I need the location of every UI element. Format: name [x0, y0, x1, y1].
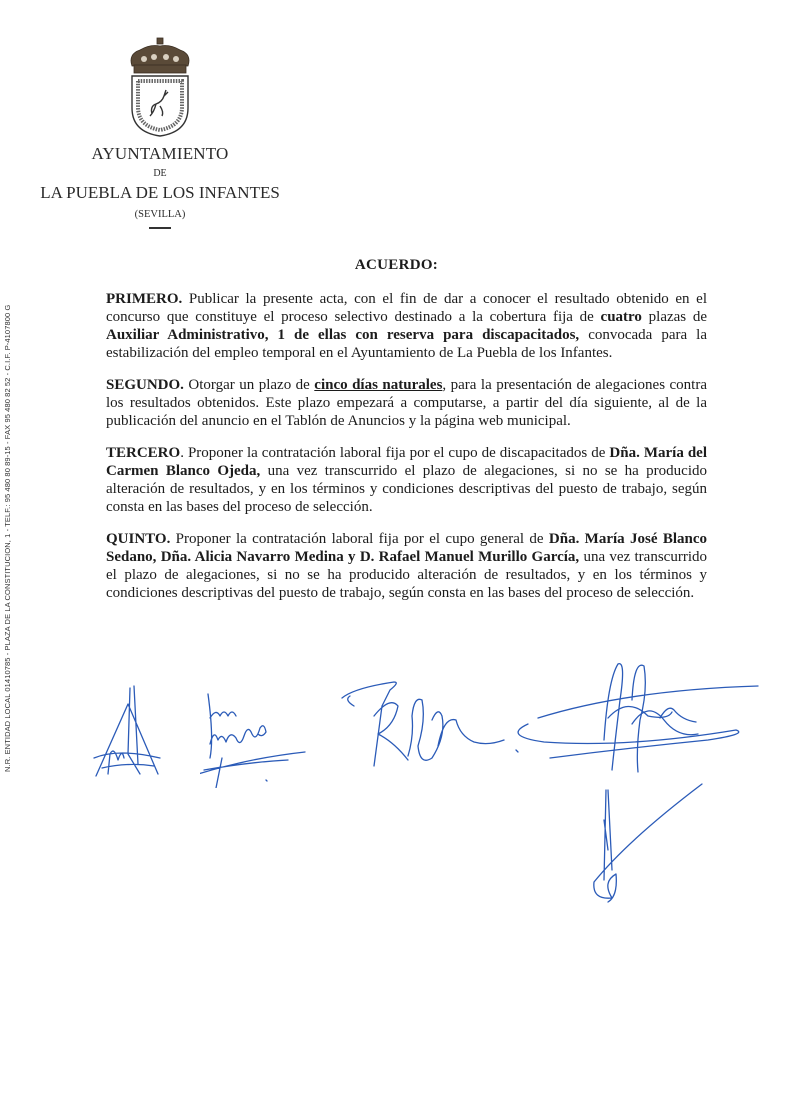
- paragraph-bold: Dña. María del Carmen Blanco Ojeda,: [106, 445, 708, 479]
- paragraph-text: convocada para la estabilización del empleo temporal en el Ayuntamiento de La Puebla de los Infantes.: [106, 327, 707, 361]
- letterhead-divider: [149, 227, 171, 229]
- letterhead-municipality: LA PUEBLA DE LOS INFANTES: [40, 183, 280, 202]
- paragraph-text: plazas de: [641, 309, 707, 325]
- signature-3: [334, 676, 524, 776]
- paragraph-text: Publicar la presente acta, con el fin de dar a conocer el resultado obtenido en el concurso que constituye el proceso selectivo destinado a la cobertura fija de: [106, 291, 707, 325]
- paragraph-text: Otorgar un plazo de: [183, 377, 315, 393]
- letterhead: [40, 36, 280, 229]
- signature-1: [88, 684, 188, 784]
- paragraph-bold: Dña. María José Blanco Sedano, Dña. Alicia Navarro Medina y D. Rafael Manuel Murillo García,: [106, 531, 707, 565]
- letterhead-province: (SEVILLA): [134, 209, 186, 220]
- paragraph-label: SEGUNDO.: [106, 377, 184, 393]
- signature-2: [200, 688, 315, 788]
- paragraph-tercero: [106, 444, 707, 516]
- paragraph-text: . Proponer la contratación laboral fija por el cupo de discapacitados de: [180, 445, 610, 461]
- coat-of-arms-icon: [120, 36, 200, 138]
- paragraph-bold: Auxiliar Administrativo, 1 de ellas con reserva para discapacitados,: [106, 327, 580, 343]
- letterhead-de: DE: [153, 168, 167, 179]
- paragraph-primero: [106, 290, 707, 362]
- paragraph-segundo: [106, 376, 707, 430]
- paragraph-text: una vez transcurrido el plazo de alegaciones, si no se ha producido alteración de resultados, y en los términos y condiciones descriptivas del puesto de trabajo, según consta en las bases del proceso de selección.: [106, 463, 707, 515]
- paragraph-label: QUINTO.: [106, 531, 171, 547]
- paragraph-quinto: [106, 530, 707, 602]
- paragraph-text: Proponer la contratación laboral fija por el cupo general de: [170, 531, 549, 547]
- paragraph-text: , para la presentación de alegaciones contra los resultados obtenidos. Este plazo empezará a computarse, a partir del día siguiente, al de la publicación del anuncio en el Tablón de Anuncios y la página web municipal.: [106, 377, 707, 429]
- paragraph-label: PRIMERO.: [106, 291, 183, 307]
- document-title: ACUERDO:: [354, 257, 439, 273]
- paragraph-bold: cuatro: [600, 309, 642, 325]
- signature-4: [508, 660, 768, 910]
- document-body: [106, 290, 707, 616]
- side-address-text: N.R. ENTIDAD LOCAL 01410785 - PLAZA DE LA CONSTITUCION, 1 - TELF.: 95 480 80 89-15 - FAX 95 480 82 52 - C.I.F. P-4107800 G: [3, 304, 12, 772]
- paragraph-text: una vez transcurrido el plazo de alegaciones, si no se ha producido alteración de resultados, y en los términos y condiciones descriptivas del puesto de trabajo, según consta en las bases del proceso de selección.: [106, 549, 707, 601]
- paragraph-label: TERCERO: [106, 445, 181, 461]
- letterhead-ayuntamiento: AYUNTAMIENTO: [91, 144, 229, 163]
- paragraph-bold-underlined: cinco días naturales: [314, 377, 443, 393]
